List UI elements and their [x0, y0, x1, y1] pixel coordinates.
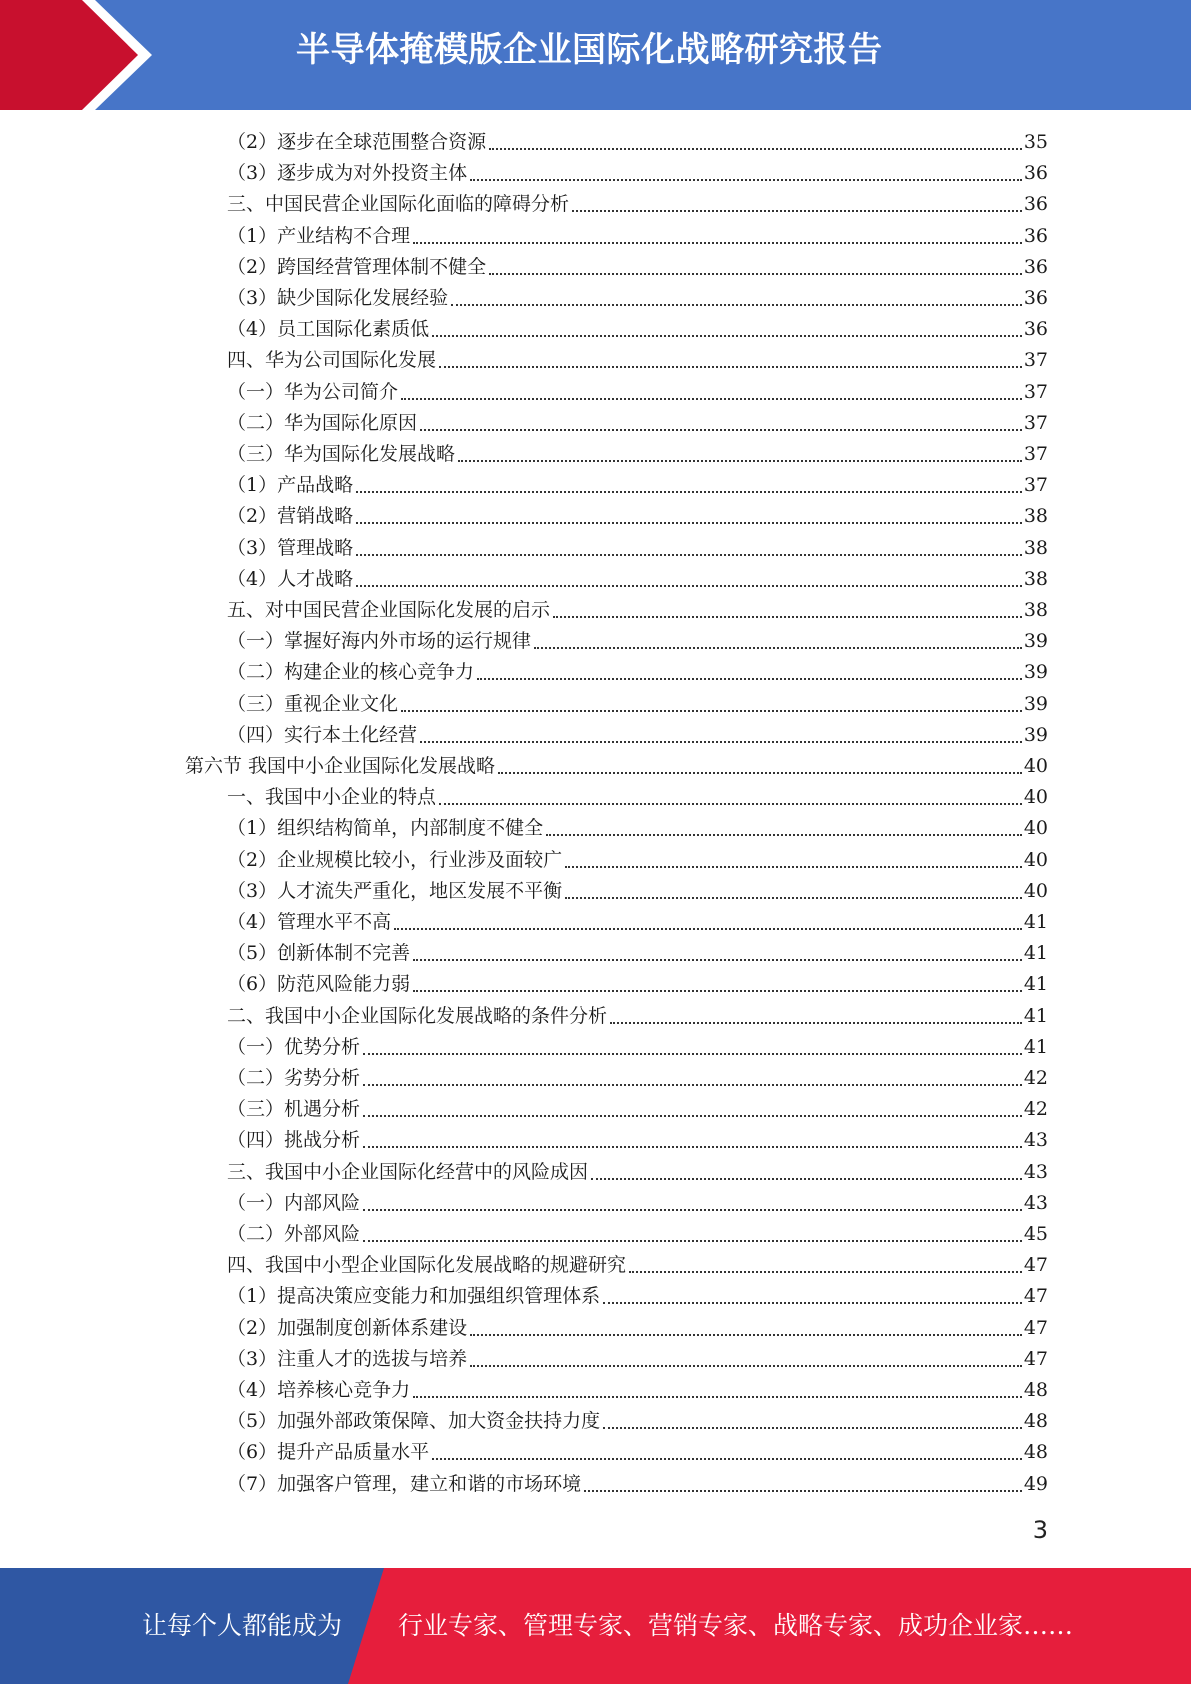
toc-dot-leader — [394, 928, 1022, 930]
toc-entry-page: 41 — [1023, 911, 1048, 933]
toc-entry[interactable] — [227, 1157, 1048, 1188]
toc-entry[interactable] — [227, 408, 1048, 439]
toc-entry[interactable] — [227, 1406, 1048, 1437]
toc-dot-leader — [363, 1084, 1022, 1086]
toc-entry-title: （一）优势分析 — [227, 1036, 361, 1058]
toc-entry-title: （三）华为国际化发展战略 — [227, 443, 456, 465]
toc-dot-leader — [413, 242, 1022, 244]
toc-dot-leader — [356, 491, 1022, 493]
toc-entry-page: 41 — [1023, 973, 1048, 995]
toc-entry[interactable] — [227, 1125, 1048, 1156]
toc-dot-leader — [401, 710, 1022, 712]
toc-entry-page: 43 — [1023, 1129, 1048, 1151]
toc-entry-title: （2）逐步在全球范围整合资源 — [227, 131, 487, 153]
toc-entry-title: （二）劣势分析 — [227, 1067, 361, 1089]
toc-dot-leader — [420, 429, 1022, 431]
toc-entry-page: 39 — [1023, 630, 1048, 652]
toc-dot-leader — [610, 1022, 1022, 1024]
toc-entry-title: （1）提高决策应变能力和加强组织管理体系 — [227, 1285, 601, 1307]
toc-dot-leader — [572, 210, 1022, 212]
toc-dot-leader — [546, 834, 1022, 836]
toc-entry-title: 四、华为公司国际化发展 — [227, 349, 437, 371]
toc-entry-page: 45 — [1023, 1223, 1048, 1245]
toc-entry-page: 42 — [1023, 1067, 1048, 1089]
document-title: 半导体掩模版企业国际化战略研究报告 — [296, 30, 883, 70]
toc-entry-page: 43 — [1023, 1192, 1048, 1214]
toc-dot-leader — [363, 1146, 1022, 1148]
toc-dot-leader — [534, 647, 1022, 649]
toc-dot-leader — [553, 616, 1022, 618]
toc-dot-leader — [356, 522, 1022, 524]
toc-entry-page: 48 — [1023, 1379, 1048, 1401]
toc-entry[interactable] — [227, 1313, 1048, 1344]
toc-entry-title: 五、对中国民营企业国际化发展的启示 — [227, 599, 551, 621]
toc-entry-title: 二、我国中小企业国际化发展战略的条件分析 — [227, 1005, 608, 1027]
toc-entry[interactable] — [227, 938, 1048, 969]
toc-entry-page: 47 — [1023, 1317, 1048, 1339]
toc-dot-leader — [565, 897, 1022, 899]
toc-entry[interactable] — [227, 595, 1048, 626]
toc-entry-title: （1）产品战略 — [227, 474, 354, 496]
toc-entry[interactable] — [227, 1219, 1048, 1250]
toc-dot-leader — [629, 1271, 1022, 1273]
toc-entry-title: （6）提升产品质量水平 — [227, 1441, 430, 1463]
toc-entry-page: 38 — [1023, 568, 1048, 590]
toc-entry[interactable] — [227, 1250, 1048, 1281]
toc-entry[interactable] — [227, 439, 1048, 470]
toc-entry-page: 39 — [1023, 693, 1048, 715]
toc-entry-page: 36 — [1023, 318, 1048, 340]
toc-entry-page: 35 — [1023, 131, 1048, 153]
toc-entry-title: （1）产业结构不合理 — [227, 225, 411, 247]
toc-entry-title: （2）跨国经营管理体制不健全 — [227, 256, 487, 278]
toc-dot-leader — [363, 1209, 1022, 1211]
toc-entry[interactable] — [227, 283, 1048, 314]
toc-entry-title: （三）机遇分析 — [227, 1098, 361, 1120]
toc-entry-page: 39 — [1023, 724, 1048, 746]
toc-entry-title: （7）加强客户管理，建立和谐的市场环境 — [227, 1473, 582, 1495]
toc-entry[interactable] — [227, 1063, 1048, 1094]
toc-entry[interactable] — [227, 345, 1048, 376]
toc-dot-leader — [439, 803, 1022, 805]
toc-entry-title: （2）加强制度创新体系建设 — [227, 1317, 468, 1339]
toc-entry-page: 42 — [1023, 1098, 1048, 1120]
toc-entry-page: 36 — [1023, 162, 1048, 184]
toc-entry[interactable] — [227, 1094, 1048, 1125]
toc-entry-title: （5）创新体制不完善 — [227, 942, 411, 964]
toc-entry[interactable] — [227, 564, 1048, 595]
toc-dot-leader — [458, 460, 1022, 462]
toc-entry-title: （2）营销战略 — [227, 505, 354, 527]
toc-entry-title: （4）培养核心竞争力 — [227, 1379, 411, 1401]
toc-entry-page: 40 — [1023, 817, 1048, 839]
toc-entry[interactable] — [227, 876, 1048, 907]
toc-entry-page: 47 — [1023, 1254, 1048, 1276]
toc-dot-leader — [439, 366, 1022, 368]
toc-dot-leader — [356, 554, 1022, 556]
toc-dot-leader — [363, 1115, 1022, 1117]
toc-entry-page: 39 — [1023, 661, 1048, 683]
toc-entry-page: 37 — [1023, 349, 1048, 371]
footer-slogan-left: 让每个人都能成为 — [142, 1611, 343, 1640]
toc-entry-title: （5）加强外部政策保障、加大资金扶持力度 — [227, 1410, 601, 1432]
toc-entry[interactable] — [227, 845, 1048, 876]
toc-entry-page: 49 — [1023, 1473, 1048, 1495]
toc-entry-page: 40 — [1023, 755, 1048, 777]
toc-entry-title: 四、我国中小型企业国际化发展战略的规避研究 — [227, 1254, 627, 1276]
toc-dot-leader — [413, 1396, 1022, 1398]
toc-entry-title: （6）防范风险能力弱 — [227, 973, 411, 995]
toc-entry-page: 43 — [1023, 1161, 1048, 1183]
toc-entry-title: （3）注重人才的选拔与培养 — [227, 1348, 468, 1370]
toc-entry-title: （3）人才流失严重化，地区发展不平衡 — [227, 880, 563, 902]
toc-dot-leader — [603, 1302, 1022, 1304]
toc-dot-leader — [363, 1240, 1022, 1242]
toc-entry[interactable] — [185, 751, 1048, 782]
toc-entry-page: 36 — [1023, 193, 1048, 215]
toc-entry[interactable] — [227, 657, 1048, 688]
toc-entry[interactable] — [227, 1281, 1048, 1312]
toc-dot-leader — [401, 398, 1022, 400]
toc-dot-leader — [451, 304, 1022, 306]
toc-entry[interactable] — [227, 252, 1048, 283]
toc-entry-page: 41 — [1023, 1036, 1048, 1058]
toc-dot-leader — [591, 1178, 1022, 1180]
toc-entry[interactable] — [227, 813, 1048, 844]
toc-entry[interactable] — [227, 127, 1048, 158]
toc-entry-page: 38 — [1023, 599, 1048, 621]
toc-entry-page: 38 — [1023, 537, 1048, 559]
toc-entry-title: （1）组织结构简单，内部制度不健全 — [227, 817, 544, 839]
toc-entry-title: （二）华为国际化原因 — [227, 412, 418, 434]
toc-dot-leader — [432, 1458, 1022, 1460]
toc-entry-page: 37 — [1023, 474, 1048, 496]
toc-entry[interactable] — [227, 782, 1048, 813]
toc-entry[interactable] — [227, 1188, 1048, 1219]
toc-entry-page: 38 — [1023, 505, 1048, 527]
toc-entry-title: （4）员工国际化素质低 — [227, 318, 430, 340]
toc-entry[interactable] — [227, 720, 1048, 751]
toc-entry[interactable] — [227, 221, 1048, 252]
toc-dot-leader — [413, 990, 1022, 992]
toc-entry[interactable] — [227, 533, 1048, 564]
toc-dot-leader — [603, 1427, 1022, 1429]
toc-entry[interactable] — [227, 626, 1048, 657]
toc-dot-leader — [489, 273, 1022, 275]
toc-dot-leader — [489, 148, 1022, 150]
toc-dot-leader — [413, 959, 1022, 961]
toc-entry-title: （3）管理战略 — [227, 537, 354, 559]
toc-entry-page: 37 — [1023, 443, 1048, 465]
toc-entry-title: （四）实行本土化经营 — [227, 724, 418, 746]
toc-entry[interactable] — [227, 501, 1048, 532]
toc-entry-page: 36 — [1023, 287, 1048, 309]
toc-dot-leader — [420, 741, 1022, 743]
toc-dot-leader — [477, 678, 1022, 680]
toc-entry[interactable] — [227, 377, 1048, 408]
toc-dot-leader — [584, 1490, 1022, 1492]
toc-entry-page: 36 — [1023, 256, 1048, 278]
toc-dot-leader — [356, 585, 1022, 587]
toc-entry-page: 47 — [1023, 1285, 1048, 1307]
page-number: 3 — [1032, 1516, 1048, 1544]
toc-entry[interactable] — [227, 907, 1048, 938]
toc-entry[interactable] — [227, 189, 1048, 220]
toc-dot-leader — [470, 1365, 1022, 1367]
page-header — [0, 0, 1191, 110]
toc-dot-leader — [498, 772, 1022, 774]
toc-dot-leader — [470, 179, 1022, 181]
toc-entry-title: （3）缺少国际化发展经验 — [227, 287, 449, 309]
toc-dot-leader — [432, 335, 1022, 337]
toc-entry-page: 40 — [1023, 880, 1048, 902]
toc-entry[interactable] — [227, 1375, 1048, 1406]
toc-entry[interactable] — [227, 1032, 1048, 1063]
toc-entry-title: 三、中国民营企业国际化面临的障碍分析 — [227, 193, 570, 215]
toc-entry[interactable] — [227, 158, 1048, 189]
toc-entry[interactable] — [227, 689, 1048, 720]
toc-entry-page: 40 — [1023, 849, 1048, 871]
toc-entry-page: 47 — [1023, 1348, 1048, 1370]
toc-entry-title: （一）内部风险 — [227, 1192, 361, 1214]
toc-entry-page: 48 — [1023, 1410, 1048, 1432]
toc-entry-page: 36 — [1023, 225, 1048, 247]
toc-dot-leader — [565, 866, 1022, 868]
toc-entry[interactable] — [227, 1437, 1048, 1468]
toc-entry-page: 41 — [1023, 1005, 1048, 1027]
toc-entry-title: 第六节 我国中小企业国际化发展战略 — [185, 755, 496, 777]
toc-entry-page: 40 — [1023, 786, 1048, 808]
toc-entry-title: （二）构建企业的核心竞争力 — [227, 661, 475, 683]
page-footer — [0, 1568, 1191, 1684]
toc-entry-page: 37 — [1023, 381, 1048, 403]
toc-entry-title: 三、我国中小企业国际化经营中的风险成因 — [227, 1161, 589, 1183]
toc-entry[interactable] — [227, 1001, 1048, 1032]
toc-entry-title: （一）华为公司简介 — [227, 381, 399, 403]
toc-entry-page: 48 — [1023, 1441, 1048, 1463]
toc-entry-title: （一）掌握好海内外市场的运行规律 — [227, 630, 532, 652]
toc-dot-leader — [363, 1053, 1022, 1055]
toc-entry[interactable] — [227, 314, 1048, 345]
toc-dot-leader — [470, 1334, 1022, 1336]
toc-entry[interactable] — [227, 1344, 1048, 1375]
toc-entry-title: （2）企业规模比较小，行业涉及面较广 — [227, 849, 563, 871]
toc-entry-page: 41 — [1023, 942, 1048, 964]
toc-entry-title: （三）重视企业文化 — [227, 693, 399, 715]
toc-entry[interactable] — [227, 1469, 1048, 1500]
toc-entry-title: （4）管理水平不高 — [227, 911, 392, 933]
toc-entry-title: 一、我国中小企业的特点 — [227, 786, 437, 808]
toc-entry-title: （4）人才战略 — [227, 568, 354, 590]
toc-entry-title: （3）逐步成为对外投资主体 — [227, 162, 468, 184]
toc-entry-page: 37 — [1023, 412, 1048, 434]
toc-entry-title: （四）挑战分析 — [227, 1129, 361, 1151]
toc-entry[interactable] — [227, 470, 1048, 501]
footer-slogan-right: 行业专家、管理专家、营销专家、战略专家、成功企业家…… — [398, 1611, 1074, 1640]
toc-entry-title: （二）外部风险 — [227, 1223, 361, 1245]
toc-entry[interactable] — [227, 969, 1048, 1000]
